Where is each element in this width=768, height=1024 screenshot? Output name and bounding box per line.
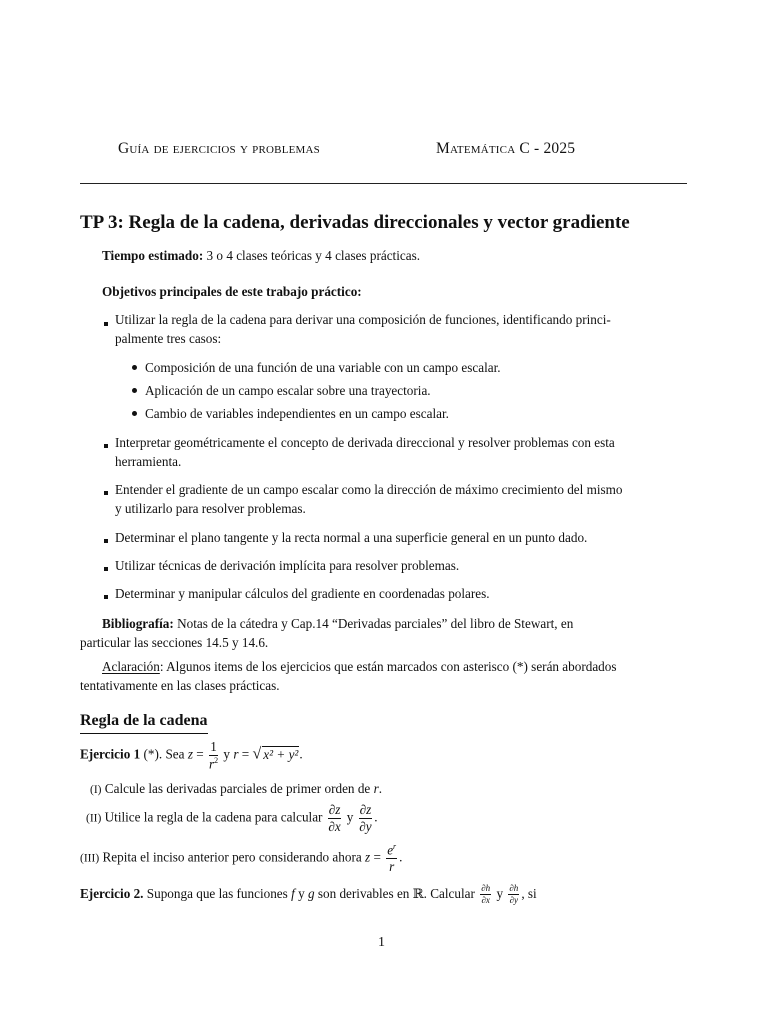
section-heading: Regla de la cadena — [80, 709, 208, 734]
item-var: r — [373, 781, 379, 796]
tiempo-text: 3 o 4 clases teóricas y 4 clases prácticas. — [206, 248, 421, 263]
item-y: y — [346, 809, 354, 825]
exponent: 2 — [214, 755, 219, 765]
fraction-denominator — [209, 756, 218, 771]
tiempo-label: Tiempo estimado: — [102, 248, 204, 263]
item-number: (I) — [90, 784, 102, 796]
ej1-item-3 — [80, 843, 402, 874]
ej2-f: f — [291, 886, 295, 901]
bullet-square-icon — [104, 444, 108, 448]
ej2-end: , si — [521, 886, 537, 901]
fraction-denominator: ∂y — [359, 818, 372, 834]
ej1-y: y — [223, 746, 231, 762]
objetivo-4: Determinar el plano tangente y la recta normal a una superficie general en un punto dado. — [115, 530, 588, 545]
objetivo-5: Utilizar técnicas de derivación implícita para resolver problemas. — [115, 558, 460, 573]
fraction-numerator: 1 — [210, 739, 217, 754]
fraction-numerator — [386, 843, 397, 859]
item-eq: = — [373, 849, 381, 865]
item-text: Repita el inciso anterior pero considerando ahora — [102, 849, 362, 865]
aclaracion-line-2: tentativamente en las clases prácticas. — [80, 678, 280, 693]
radicand: x² + y² — [263, 746, 299, 762]
partial-fraction — [508, 884, 519, 906]
ej2-y: y — [298, 886, 305, 901]
bullet-square-icon — [104, 595, 108, 599]
ej1-item-1 — [90, 779, 382, 799]
ej1-end: . — [299, 746, 303, 762]
ej2-y2: y — [496, 886, 504, 901]
fraction — [386, 843, 397, 874]
objetivos-heading: Objetivos principales de este trabajo práctico: — [102, 284, 362, 299]
aclaracion-text: : Algunos items de los ejercicios que están marcados con asterisco (*) serán abordados — [159, 659, 617, 674]
ej1-eq2: = — [241, 746, 250, 762]
sqrt-icon: √ — [252, 745, 262, 763]
bullet-dot-icon — [132, 388, 137, 393]
ejercicio-1 — [80, 740, 303, 771]
aclaracion-line-1 — [102, 657, 617, 676]
fraction-denominator: ∂y — [509, 895, 519, 906]
ej2-text-b: son derivables en ℝ. Calcular — [317, 886, 475, 901]
page-number: 1 — [378, 935, 385, 950]
fraction-denominator: r — [389, 859, 395, 875]
header-left: Guía de ejercicios y problemas — [118, 140, 320, 157]
objetivo-6: Determinar y manipular cálculos del gradiente en coordenadas polares. — [115, 586, 490, 601]
tiempo-estimado — [102, 246, 420, 265]
bullet-square-icon — [104, 322, 108, 326]
bibliografia-label: Bibliografía: — [102, 616, 174, 631]
ejercicio-2 — [80, 884, 537, 906]
ej2-text-a: Suponga que las funciones — [146, 886, 288, 901]
ej2-g: g — [307, 886, 315, 901]
item-end: . — [378, 781, 382, 796]
fraction-numerator: ∂z — [359, 802, 372, 817]
bullet-dot-icon — [132, 365, 137, 370]
item-number: (III) — [80, 852, 100, 865]
subitem-3: Cambio de variables independientes en un campo escalar. — [145, 406, 449, 421]
ej1-text: Sea — [165, 746, 185, 762]
ej1-label: Ejercicio 1 — [80, 746, 141, 762]
objetivo-2-line-1: Interpretar geométricamente el concepto de derivada direccional y resolver problemas con esta — [115, 435, 615, 450]
subitem-2: Aplicación de un campo escalar sobre una trayectoria. — [145, 383, 431, 398]
fraction-denominator: ∂x — [481, 895, 490, 906]
objetivo-1-line-2: palmente tres casos: — [115, 331, 222, 346]
item-text: Calcule las derivadas parciales de primer orden de — [104, 781, 371, 796]
bullet-dot-icon — [132, 411, 137, 416]
ej1-z: z — [187, 746, 193, 762]
partial-fraction — [328, 803, 342, 834]
fraction-denominator: ∂x — [328, 818, 341, 834]
item-z: z — [365, 849, 371, 865]
objetivo-1-line-1: Utilizar la regla de la cadena para derivar una composición de funciones, identificando princi- — [115, 312, 611, 327]
var-e: e — [387, 842, 394, 858]
objetivo-3-line-1: Entender el gradiente de un campo escalar como la dirección de máximo crecimiento del mismo — [115, 482, 623, 497]
bullet-square-icon — [104, 539, 108, 543]
header-rule — [80, 183, 687, 184]
item-end: . — [399, 849, 403, 865]
ej1-eq: = — [196, 746, 204, 762]
ej1-mark: (*). — [143, 746, 163, 762]
fraction-numerator: ∂h — [480, 884, 491, 895]
bullet-square-icon — [104, 491, 108, 495]
aclaracion-label: Aclaración — [102, 659, 160, 674]
fraction — [209, 740, 218, 771]
ej1-r: r — [233, 746, 239, 762]
objetivo-3-line-2: y utilizarlo para resolver problemas. — [115, 501, 306, 516]
item-number: (II) — [86, 812, 102, 825]
item-text: Utilice la regla de la cadena para calcular — [104, 809, 323, 825]
fraction-numerator: ∂z — [328, 802, 341, 817]
bullet-square-icon — [104, 567, 108, 571]
exponent: r — [393, 842, 397, 851]
bibliografia-line-1 — [102, 614, 573, 633]
bibliografia-line-2: particular las secciones 14.5 y 14.6. — [80, 635, 269, 650]
fraction-numerator: ∂h — [508, 884, 519, 895]
ej1-item-2 — [86, 803, 378, 834]
page-title: TP 3: Regla de la cadena, derivadas direccionales y vector gradiente — [80, 212, 630, 233]
ej2-label: Ejercicio 2. — [80, 886, 144, 901]
header-right: Matemática C - 2025 — [436, 140, 576, 157]
var-r: r — [208, 756, 215, 772]
partial-fraction — [480, 884, 491, 906]
item-end: . — [374, 809, 378, 825]
objetivo-2-line-2: herramienta. — [115, 454, 182, 469]
bibliografia-text: Notas de la cátedra y Cap.14 “Derivadas parciales” del libro de Stewart, en — [177, 616, 574, 631]
partial-fraction — [359, 803, 373, 834]
subitem-1: Composición de una función de una variable con un campo escalar. — [145, 360, 501, 375]
